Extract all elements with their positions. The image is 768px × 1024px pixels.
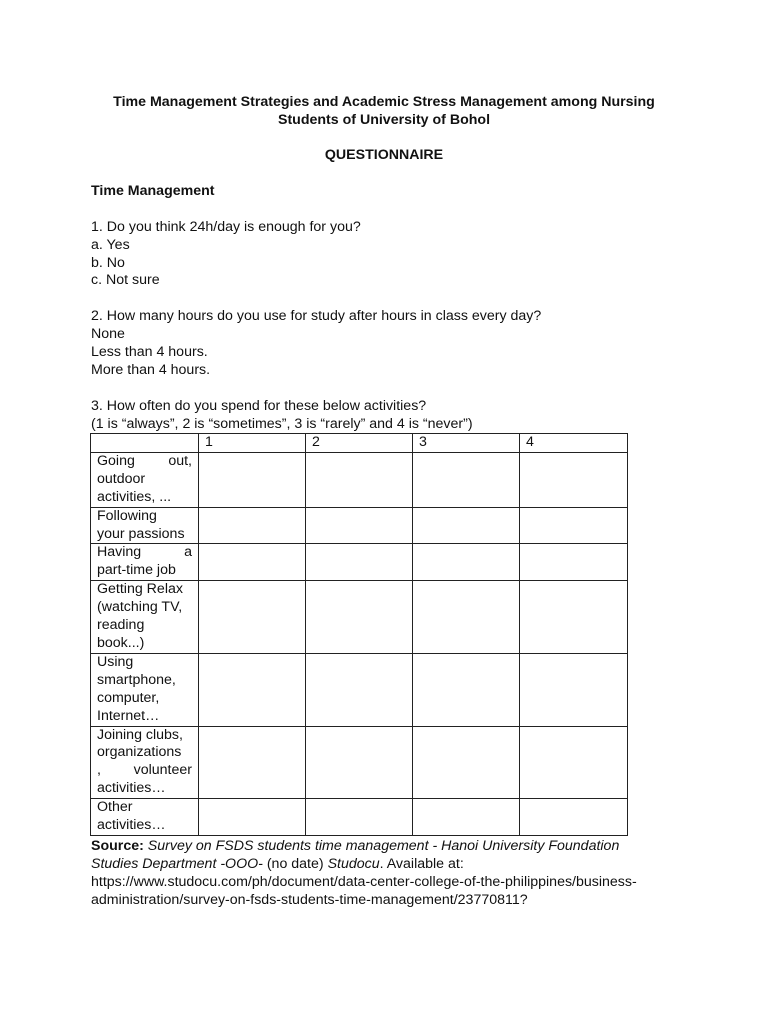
source-url-line-2[interactable]: administration/survey-on-fsds-students-time-management/23770811? — [91, 891, 528, 908]
header-cell-4: 4 — [520, 434, 628, 453]
answer-cell[interactable] — [199, 653, 306, 726]
answer-cell[interactable] — [199, 799, 306, 836]
answer-cell[interactable] — [199, 581, 306, 654]
q1-option-a: a. Yes — [91, 236, 130, 253]
q2-option-none: None — [91, 326, 125, 343]
source-title: Survey on FSDS students time management - Hanoi University Foundation — [147, 838, 620, 854]
header-cell-2: 2 — [306, 434, 413, 453]
answer-cell[interactable] — [199, 452, 306, 507]
answer-cell[interactable] — [199, 726, 306, 799]
row-label-clubs: Joining clubs, organizations , volunteer activities… — [91, 726, 199, 799]
answer-cell[interactable] — [520, 799, 628, 836]
table-row — [91, 544, 628, 581]
title-line-2: Students of University of Bohol — [277, 111, 491, 128]
answer-cell[interactable] — [413, 581, 520, 654]
header-cell-blank — [91, 434, 199, 453]
answer-cell[interactable] — [413, 653, 520, 726]
answer-cell[interactable] — [306, 507, 413, 544]
answer-cell[interactable] — [413, 452, 520, 507]
answer-cell[interactable] — [413, 726, 520, 799]
question-3: 3. How often do you spend for these below activities? — [91, 397, 427, 414]
answer-cell[interactable] — [413, 799, 520, 836]
row-label-relax: Getting Relax (watching TV, reading book...) — [91, 581, 199, 654]
source-url-line-1[interactable]: https://www.studocu.com/ph/document/data-center-college-of-the-philippines/business- — [91, 873, 637, 890]
answer-cell[interactable] — [520, 452, 628, 507]
q3-scale: (1 is “always”, 2 is “sometimes”, 3 is “rarely” and 4 is “never”) — [91, 415, 473, 432]
q1-option-c: c. Not sure — [91, 272, 160, 289]
answer-cell[interactable] — [199, 544, 306, 581]
source-title-cont: Studies Department -OOO- — [91, 855, 263, 872]
table-row — [91, 726, 628, 799]
answer-cell[interactable] — [306, 799, 413, 836]
activities-table — [90, 433, 628, 836]
answer-cell[interactable] — [520, 581, 628, 654]
source-label: Source: — [91, 838, 144, 854]
answer-cell[interactable] — [306, 726, 413, 799]
q1-option-b: b. No — [91, 254, 125, 271]
row-label-going-out: Going out, outdoor activities, ... — [91, 452, 199, 507]
row-label-passions: Following your passions — [91, 507, 199, 544]
question-1: 1. Do you think 24h/day is enough for you? — [91, 218, 361, 235]
row-label-part-time-job: Having a part-time job — [91, 544, 199, 581]
source-date: (no date) — [262, 855, 328, 872]
answer-cell[interactable] — [306, 544, 413, 581]
table-row — [91, 653, 628, 726]
answer-cell[interactable] — [520, 653, 628, 726]
header-cell-1: 1 — [199, 434, 306, 453]
q2-option-less: Less than 4 hours. — [91, 344, 208, 361]
table-header-row — [91, 434, 628, 453]
answer-cell[interactable] — [413, 544, 520, 581]
answer-cell[interactable] — [306, 581, 413, 654]
answer-cell[interactable] — [520, 507, 628, 544]
document-title — [60, 94, 708, 130]
table-row — [91, 581, 628, 654]
answer-cell[interactable] — [520, 544, 628, 581]
title-line-1: Time Management Strategies and Academic Stress Management among Nursing — [113, 94, 655, 110]
section-heading: Time Management — [91, 183, 215, 199]
header-cell-3: 3 — [413, 434, 520, 453]
question-2: 2. How many hours do you use for study after hours in class every day? — [91, 308, 542, 325]
answer-cell[interactable] — [413, 507, 520, 544]
questionnaire-body — [91, 183, 691, 433]
table-row — [91, 452, 628, 507]
q2-option-more: More than 4 hours. — [91, 361, 211, 378]
row-label-other: Other activities… — [91, 799, 199, 836]
source-site: Studocu — [327, 855, 380, 872]
table-row — [91, 507, 628, 544]
answer-cell[interactable] — [520, 726, 628, 799]
source-citation — [91, 838, 691, 910]
answer-cell[interactable] — [199, 507, 306, 544]
source-available: . Available at: — [379, 855, 464, 872]
answer-cell[interactable] — [306, 653, 413, 726]
answer-cell[interactable] — [306, 452, 413, 507]
row-label-smartphone: Using smartphone, computer, Internet… — [91, 653, 199, 726]
questionnaire-heading: QUESTIONNAIRE — [324, 147, 444, 163]
table-row — [91, 799, 628, 836]
